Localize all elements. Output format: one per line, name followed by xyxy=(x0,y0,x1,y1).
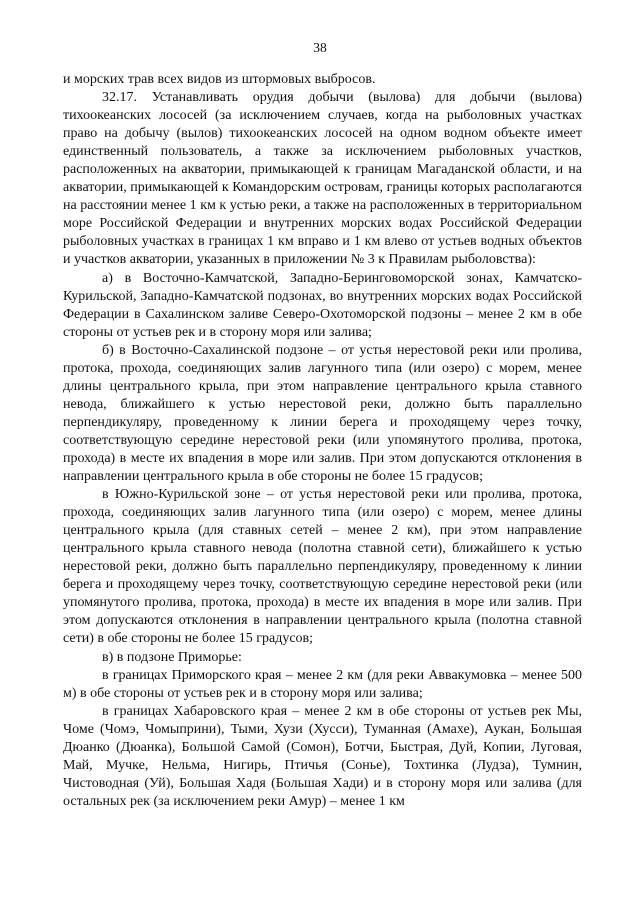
document-body xyxy=(63,71,582,811)
page-number: 38 xyxy=(313,40,327,55)
paragraph-clause-32-17: 32.17. Устанавливать орудия добычи (вылова) для добычи (вылова) тихоокеанских лососей (за исключением случаев, когда на рыболовных участках право на добычу (вылов) тихоокеанских лососей на одном водном объекте имеет единственный пользователь, а также за исключением рыболовных участков, расположенных на акватории, примыкающей к границам Магаданской области, и на акватории, примыкающей к Командорским островам, границы которых располагаются на расстоянии менее 1 км к устью реки, а также на расположенных в территориальном море Российской Федерации и внутренних морских водах Российской Федерации рыболовных участках в границах 1 км вправо и 1 км влево от устьев водных объектов и участков акватории, указанных в приложении № 3 к Правилам рыболовства): xyxy=(63,90,582,268)
paragraph-primorsky-krai: в границах Приморского края – менее 2 км (для реки Аввакумовка – менее 500 м) в обе стороны от устьев рек и в сторону моря или залива; xyxy=(63,667,582,701)
paragraph-item-b: б) в Восточно-Сахалинской подзоне – от устья нерестовой реки или пролива, протока, прохода, соединяющих залив лагунного типа (или озеро) с морем, менее длины центрального крыла, при этом направление центрального крыла ставного невода, ближайшего к устью нерестовой реки, должно быть параллельно перпендикуляру, проведенному к линии берега и проходящему через точку, соответствующую середине нерестовой реки (или упомянутого пролива, протока, прохода) в месте их впадения в море или залив. При этом допускаются отклонения в направлении центрального крыла в обе стороны не более 15 градусов; xyxy=(63,342,582,485)
paragraph-item-a: а) в Восточно-Камчатской, Западно-Беринговоморской зонах, Камчатско-Курильской, Западно-Камчатской подзонах, во внутренних морских водах Российской Федерации в Сахалинском заливе Северо-Охотоморской подзоны – менее 2 км в обе стороны от устьев рек и в сторону моря или залива; xyxy=(63,270,582,340)
paragraph-south-kuril-zone: в Южно-Курильской зоне – от устья нерестовой реки или пролива, протока, прохода, соединяющих залив лагунного типа (или озеро) с морем, менее длины центрального крыла (для ставных сетей – менее 2 км), при этом направление центрального крыла ставного невода (полотна ставной сети), ближайшего к устью нерестовой реки, должно быть параллельно перпендикуляру, проведенному к линии берега и проходящему через точку, соответствующую середине нерестовой реки (или упомянутого пролива, протока, прохода) в месте их впадения в море или залив. При этом допускаются отклонения в направлении центрального крыла (полотна ставной сети) в обе стороны не более 15 градусов; xyxy=(63,487,582,647)
paragraph-continuation: и морских трав всех видов из штормовых выбросов. xyxy=(63,72,376,87)
paragraph-item-v: в) в подзоне Приморье: xyxy=(102,649,242,665)
paragraph-khabarovsk-krai: в границах Хабаровского края – менее 2 км в обе стороны от устьев рек Мы, Чоме (Чомэ, Чомыприни), Тыми, Хузи (Хусси), Туманная (Амахе), Аукан, Большая Дюанко (Дюанка), Большой Самой (Сомон), Ботчи, Быстрая, Дуй, Копии, Луговая, Май, Мучке, Нельма, Нигирь, Птичья (Сонье), Тохтинка (Лудза), Тумнин, Чистоводная (Уй), Большая Хадя (Большая Хади) и в сторону моря или залива (для остальных рек (за исключением реки Амур) – менее 1 км xyxy=(63,703,582,809)
